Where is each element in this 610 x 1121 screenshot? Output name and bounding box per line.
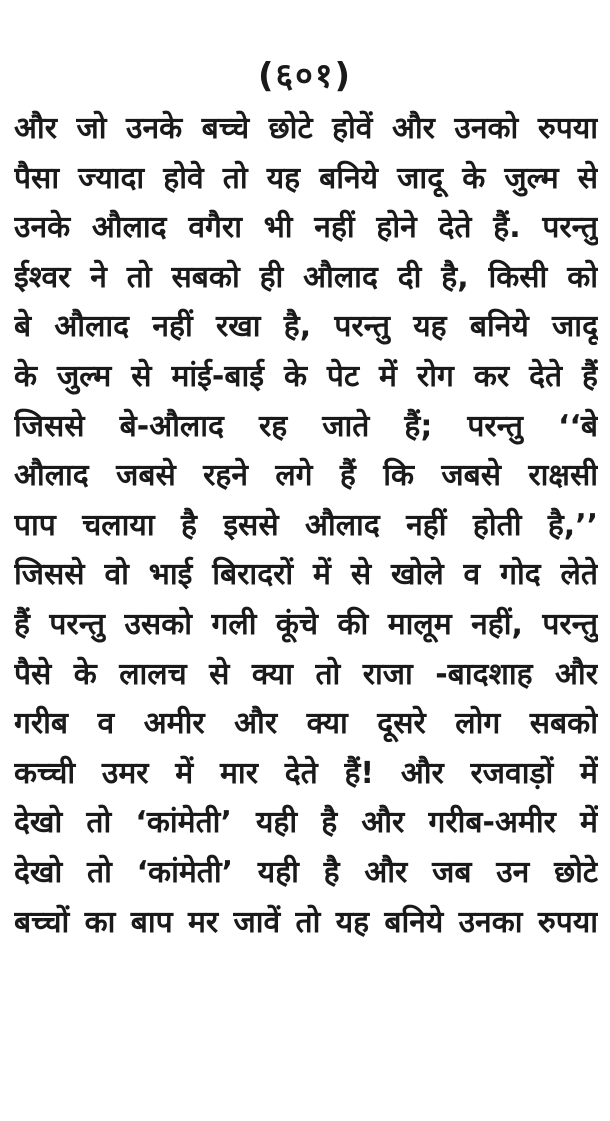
text-line: देखो तो ‘कांमेती’ यही है और जब उन छोटे <box>14 854 598 890</box>
text-line: गरीब व अमीर और क्या दूसरे लोग सबको <box>14 706 598 742</box>
text-line: उनके औलाद वगैरा भी नहीं होने देते हैं. परन्तु <box>14 210 598 246</box>
text-line: ईश्वर ने तो सबको ही औलाद दी है, किसी को <box>14 259 598 295</box>
page-number: (६०१) <box>257 56 353 96</box>
text-line: बे औलाद नहीं रखा है, परन्तु यह बनिये जादू <box>14 309 598 345</box>
text-line: पाप चलाया है इससे औलाद नहीं होती है,’’ <box>14 507 598 543</box>
text-line: कच्ची उमर में मार देते हैं! और रजवाड़ों में <box>14 755 598 791</box>
text-line: जिससे बे-औलाद रह जाते हैं; परन्तु ‘‘बे <box>14 408 598 444</box>
text-line: देखो तो ‘कांमेती’ यही है और गरीब-अमीर में <box>14 805 598 841</box>
text-line: के जुल्म से मांई-बाई के पेट में रोग कर देते हैं <box>14 358 598 394</box>
text-line: बच्चों का बाप मर जावें तो यह बनिये उनका रुपया <box>14 904 598 940</box>
text-line: जिससे वो भाई बिरादरों में से खोले व गोद लेते <box>14 557 598 593</box>
text-line: और जो उनके बच्चे छोटे होवें और उनको रुपया <box>14 111 598 146</box>
text-line: पैसे के लालच से क्या तो राजा -बादशाह और <box>14 656 598 692</box>
text-line: हैं परन्तु उसको गली कूंचे की मालूम नहीं, परन्तु <box>14 606 598 642</box>
text-line: पैसा ज्यादा होवे तो यह बनिये जादू के जुल्म से <box>14 160 598 196</box>
body-text <box>14 104 598 947</box>
text-line: औलाद जबसे रहने लगे हैं कि जबसे राक्षसी <box>14 458 598 494</box>
